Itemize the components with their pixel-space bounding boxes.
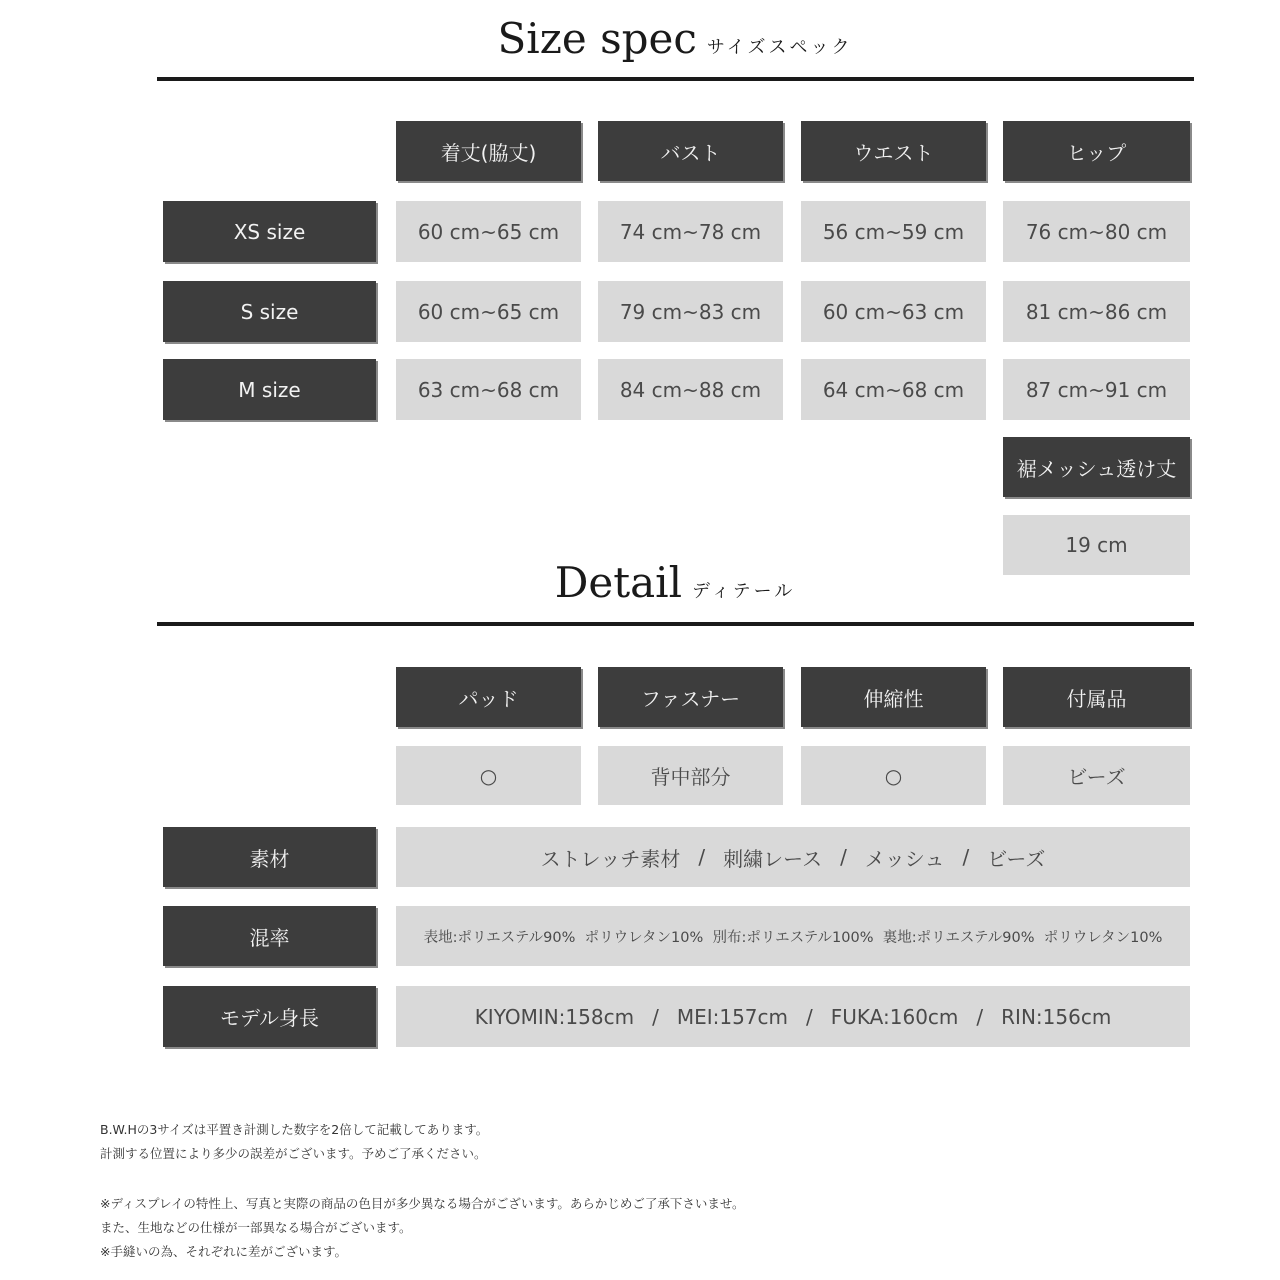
mesh-length-value: 19 cm — [1003, 515, 1190, 575]
column-header-length: 着丈(脇丈) — [396, 121, 581, 181]
notes-block-2 — [100, 1192, 744, 1264]
material-item: 刺繍レース — [723, 846, 823, 871]
size-cell: 79 cm~83 cm — [598, 281, 783, 342]
separator: / — [806, 1004, 813, 1029]
size-spec-divider — [157, 77, 1194, 81]
size-cell: 87 cm~91 cm — [1003, 359, 1190, 420]
zipper-value: 背中部分 — [598, 746, 783, 805]
separator: / — [840, 845, 847, 869]
row-label-s: S size — [163, 281, 376, 342]
note-line: B.W.Hの3サイズは平置き計測した数字を2倍して記載してあります。 — [100, 1122, 489, 1137]
size-spec-title: Size spec — [497, 14, 697, 63]
row-label-blend: 混率 — [163, 906, 376, 966]
separator: / — [962, 845, 970, 869]
stretch-value: ○ — [801, 746, 986, 805]
column-header-accessories: 付属品 — [1003, 667, 1190, 727]
row-label-m: M size — [163, 359, 376, 420]
note-line: また、生地などの仕様が一部異なる場合がございます。 — [100, 1220, 412, 1235]
size-cell: 60 cm~65 cm — [396, 201, 581, 262]
size-cell: 60 cm~63 cm — [801, 281, 986, 342]
pad-value: ○ — [396, 746, 581, 805]
column-header-pad: パッド — [396, 667, 581, 727]
accessories-value: ビーズ — [1003, 746, 1190, 805]
model-height-value — [396, 986, 1190, 1047]
model-item: KIYOMIN:158cm — [474, 1004, 635, 1029]
notes-block-1 — [100, 1118, 488, 1166]
column-header-mesh-length: 裾メッシュ透け丈 — [1003, 437, 1190, 497]
size-cell: 63 cm~68 cm — [396, 359, 581, 420]
row-label-model-height: モデル身長 — [163, 986, 376, 1047]
detail-title: Detail — [554, 558, 683, 607]
size-spec-heading — [0, 14, 1280, 63]
column-header-stretch: 伸縮性 — [801, 667, 986, 727]
detail-heading — [0, 558, 1280, 607]
model-item: RIN:156cm — [1001, 1004, 1112, 1029]
note-line: 計測する位置により多少の誤差がございます。予めご了承ください。 — [100, 1146, 487, 1161]
row-label-xs: XS size — [163, 201, 376, 262]
size-cell: 74 cm~78 cm — [598, 201, 783, 262]
size-cell: 81 cm~86 cm — [1003, 281, 1190, 342]
model-item: MEI:157cm — [676, 1004, 789, 1029]
model-item: FUKA:160cm — [830, 1004, 959, 1029]
column-header-bust: バスト — [598, 121, 783, 181]
size-cell: 60 cm~65 cm — [396, 281, 581, 342]
size-cell: 76 cm~80 cm — [1003, 201, 1190, 262]
column-header-hip: ヒップ — [1003, 121, 1190, 181]
material-item: メッシュ — [864, 846, 945, 871]
material-item: ビーズ — [987, 846, 1046, 871]
row-label-material: 素材 — [163, 827, 376, 887]
detail-subtitle: ディテール — [692, 581, 796, 602]
column-header-waist: ウエスト — [801, 121, 986, 181]
note-line: ※手縫いの為、それぞれに差がございます。 — [100, 1244, 347, 1259]
separator: / — [652, 1004, 659, 1029]
separator: / — [698, 845, 706, 869]
size-spec-subtitle: サイズスペック — [706, 37, 853, 58]
detail-divider — [157, 622, 1194, 626]
size-cell: 64 cm~68 cm — [801, 359, 986, 420]
column-header-zipper: ファスナー — [598, 667, 783, 727]
material-item: ストレッチ素材 — [540, 846, 681, 871]
size-cell: 84 cm~88 cm — [598, 359, 783, 420]
material-value — [396, 827, 1190, 887]
size-cell: 56 cm~59 cm — [801, 201, 986, 262]
note-line: ※ディスプレイの特性上、写真と実際の商品の色目が多少異なる場合がございます。あらかじめご了承下さいませ。 — [100, 1196, 745, 1211]
separator: / — [976, 1004, 984, 1029]
blend-value: 表地:ポリエステル90% ポリウレタン10% 別布:ポリエステル100% 裏地:ポリエステル90% ポリウレタン10% — [396, 906, 1190, 966]
